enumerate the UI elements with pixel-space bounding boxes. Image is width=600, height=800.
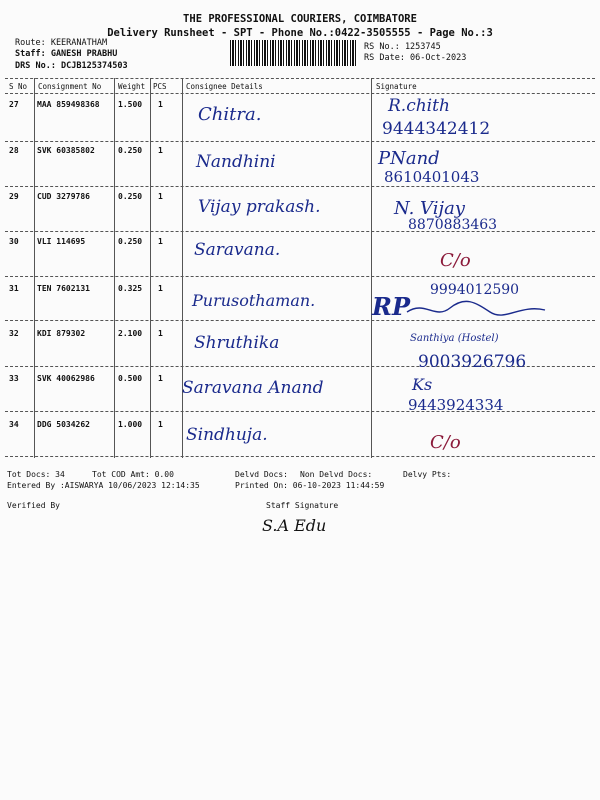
total-docs: Tot Docs: 34 <box>7 470 65 479</box>
consignee-handwritten: Vijay prakash. <box>198 197 321 217</box>
consignee-handwritten: Sindhuja. <box>186 425 268 445</box>
col-header-pcs: PCS <box>153 82 167 91</box>
non-delivered-docs: Non Delvd Docs: <box>300 470 373 479</box>
col-header-signature: Signature <box>376 82 417 91</box>
signature-handwritten: C/o <box>430 432 461 453</box>
row-pcs: 1 <box>158 100 163 109</box>
row-pcs: 1 <box>158 146 163 155</box>
company-title: THE PROFESSIONAL COURIERS, COIMBATORE <box>183 13 417 25</box>
signature-handwritten: R.chith <box>388 96 450 116</box>
staff-label: Staff: GANESH PRABHU <box>15 49 118 59</box>
phone-handwritten: 8610401043 <box>384 168 480 186</box>
consignee-handwritten: Nandhini <box>196 152 276 172</box>
col-divider <box>150 78 151 458</box>
signature-scribble <box>405 298 555 323</box>
row-sno: 32 <box>9 329 19 338</box>
phone-handwritten: 9444342412 <box>382 119 491 139</box>
row-consignment: MAA 859498368 <box>37 100 100 109</box>
row-consignment: TEN 7602131 <box>37 284 90 293</box>
row-weight: 1.000 <box>118 420 143 429</box>
row-pcs: 1 <box>158 420 163 429</box>
table-top-line <box>5 78 595 79</box>
row-weight: 2.100 <box>118 329 143 338</box>
col-header-weight: Weight <box>118 82 146 91</box>
signature-handwritten: Ks <box>412 375 433 394</box>
verified-by-label: Verified By <box>7 501 60 510</box>
delivered-docs: Delvd Docs: <box>235 470 288 479</box>
row-weight: 1.500 <box>118 100 143 109</box>
col-header-sno: S No <box>9 82 28 91</box>
row-consignment: DDG 5034262 <box>37 420 90 429</box>
col-divider <box>371 78 372 458</box>
row-weight: 0.250 <box>118 146 143 155</box>
row-weight: 0.500 <box>118 374 143 383</box>
consignee-handwritten: Shruthika <box>194 333 280 353</box>
row-consignment: SVK 60385802 <box>37 146 95 155</box>
row-sno: 31 <box>9 284 19 293</box>
row-sno: 27 <box>9 100 19 109</box>
row-pcs: 1 <box>158 192 163 201</box>
row-sno: 30 <box>9 237 19 246</box>
row-separator <box>5 276 595 277</box>
printed-on: Printed On: 06-10-2023 11:44:59 <box>235 481 385 490</box>
route-label: Route: KEERANATHAM <box>15 38 108 48</box>
barcode <box>230 40 358 66</box>
consignee-handwritten: Saravana. <box>194 240 281 260</box>
row-weight: 0.325 <box>118 284 143 293</box>
row-separator <box>5 231 595 232</box>
signature-handwritten: RP <box>372 292 410 321</box>
row-weight: 0.250 <box>118 237 143 246</box>
row-sno: 29 <box>9 192 19 201</box>
row-pcs: 1 <box>158 329 163 338</box>
signature-handwritten: PNand <box>378 148 440 169</box>
row-consignment: SVK 40062986 <box>37 374 95 383</box>
phone-handwritten: 9443924334 <box>408 396 504 414</box>
header-bottom-line <box>5 93 595 94</box>
row-consignment: KDI 879302 <box>37 329 86 338</box>
col-divider <box>182 78 183 458</box>
total-cod-amount: Tot COD Amt: 0.00 <box>92 470 174 479</box>
entered-by: Entered By :AISWARYA 10/06/2023 12:14:35 <box>7 481 200 490</box>
signature-handwritten: Santhiya (Hostel) <box>410 333 499 344</box>
row-pcs: 1 <box>158 237 163 246</box>
col-divider <box>34 78 35 458</box>
signature-handwritten: C/o <box>440 250 471 271</box>
consignee-handwritten: Saravana Anand <box>182 378 324 398</box>
signature-handwritten: N. Vijay <box>394 198 465 219</box>
delivery-points: Delvy Pts: <box>403 470 452 479</box>
col-divider <box>114 78 115 458</box>
consignee-handwritten: Purusothaman. <box>192 291 316 310</box>
runsheet-subtitle: Delivery Runsheet - SPT - Phone No.:0422-3505555 - Page No.:3 <box>107 27 493 39</box>
row-consignment: CUD 3279786 <box>37 192 90 201</box>
row-pcs: 1 <box>158 374 163 383</box>
row-consignment: VLI 114695 <box>37 237 86 246</box>
phone-handwritten: 8870883463 <box>408 217 498 233</box>
drs-number: DRS No.: DCJB125374503 <box>15 61 128 71</box>
row-separator <box>5 411 595 412</box>
consignee-handwritten: Chitra. <box>198 104 262 125</box>
row-sno: 28 <box>9 146 19 155</box>
row-pcs: 1 <box>158 284 163 293</box>
rs-date: RS Date: 06-Oct-2023 <box>364 53 467 63</box>
col-header-consignment: Consignment No <box>38 82 102 91</box>
rs-number: RS No.: 1253745 <box>364 42 441 52</box>
staff-signature-handwritten: S.A Edu <box>262 516 327 535</box>
row-sno: 33 <box>9 374 19 383</box>
row-separator <box>5 456 595 457</box>
row-separator <box>5 141 595 142</box>
staff-signature-label: Staff Signature <box>266 501 339 510</box>
phone-handwritten: 9003926796 <box>418 352 527 372</box>
row-weight: 0.250 <box>118 192 143 201</box>
col-header-consignee: Consignee Details <box>186 82 263 91</box>
row-separator <box>5 186 595 187</box>
row-sno: 34 <box>9 420 19 429</box>
phone-handwritten: 9994012590 <box>430 282 520 298</box>
